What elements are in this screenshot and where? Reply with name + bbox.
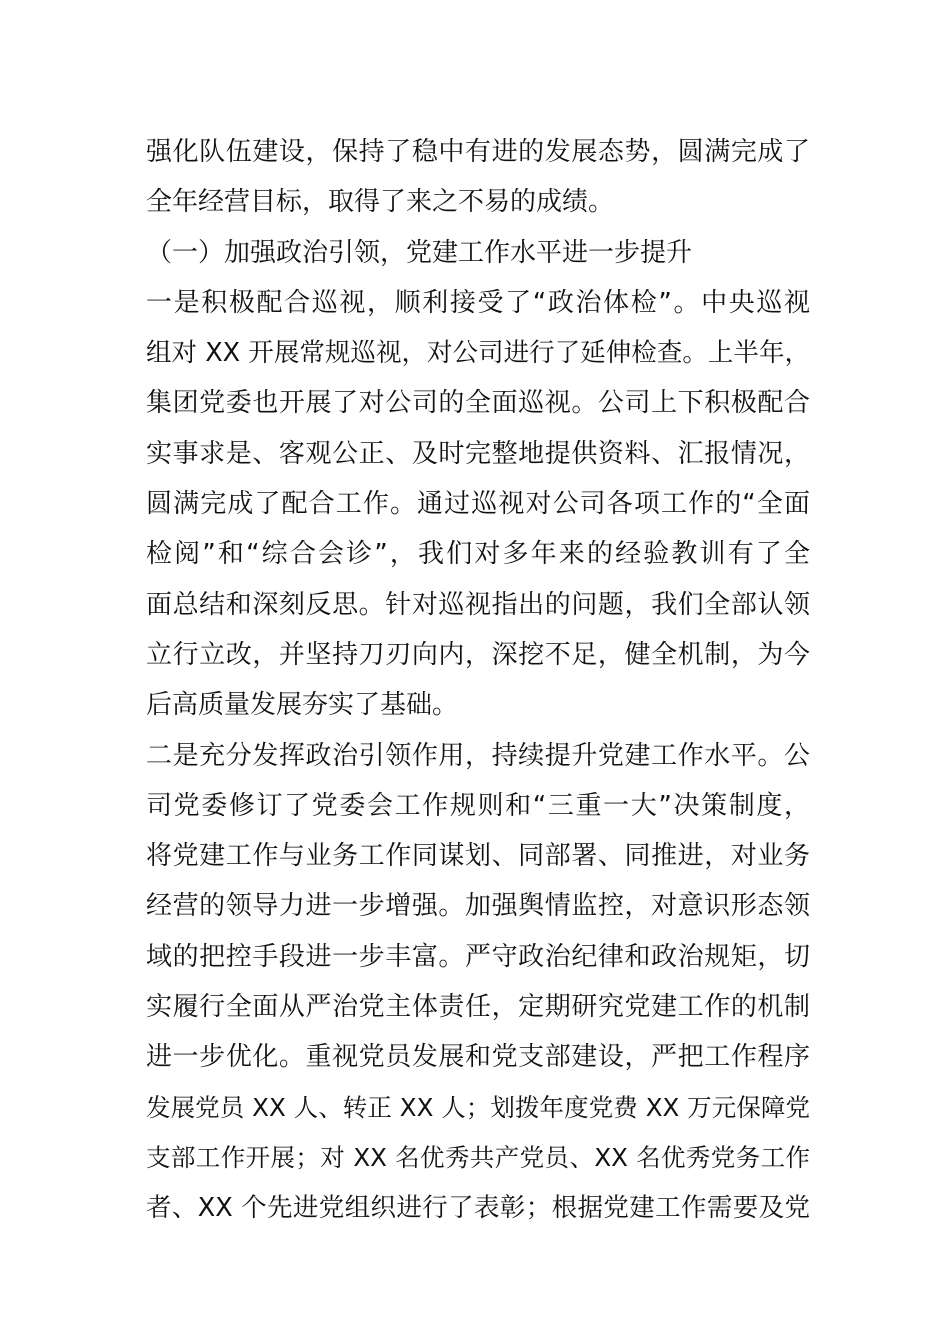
text-line: 强化队伍建设，保持了稳中有进的发展态势，圆满完成了	[146, 137, 810, 167]
text-line: 发展党员 XX 人、转正 XX 人；划拨年度党费 XX 万元保障党	[146, 1092, 810, 1122]
text-line: 后高质量发展夯实了基础。	[146, 690, 459, 721]
text-line: 实事求是、客观公正、及时完整地提供资料、汇报情况，	[146, 438, 810, 469]
text-line: 支部工作开展；对 XX 名优秀共产党员、XX 名优秀党务工作	[146, 1142, 810, 1172]
text-line: 进一步优化。重视党员发展和党支部建设，严把工作程序	[146, 1042, 810, 1073]
section-heading: （一）加强政治引领，党建工作水平进一步提升	[146, 237, 693, 268]
text-line: 者、XX 个先进党组织进行了表彰；根据党建工作需要及党	[146, 1193, 810, 1224]
text-line: 实履行全面从严治党主体责任，定期研究党建工作的机制	[146, 992, 810, 1023]
text-line: 集团党委也开展了对公司的全面巡视。公司上下积极配合	[146, 388, 810, 419]
text-line: 圆满完成了配合工作。通过巡视对公司各项工作的“全面	[146, 489, 810, 520]
text-line: 检阅”和“综合会诊”，我们对多年来的经验教训有了全	[146, 539, 810, 570]
text-line: 全年经营目标，取得了来之不易的成绩。	[146, 187, 615, 218]
document-body	[146, 127, 810, 1234]
text-line: 一是积极配合巡视，顺利接受了“政治体检”。中央巡视	[146, 287, 810, 318]
text-line: 立行立改，并坚持刀刃向内，深挖不足，健全机制，为今	[146, 639, 810, 670]
text-line: 组对 XX 开展常规巡视，对公司进行了延伸检查。上半年，	[146, 338, 810, 369]
text-line: 经营的领导力进一步增强。加强舆情监控，对意识形态领	[146, 891, 810, 922]
text-line: 将党建工作与业务工作同谋划、同部署、同推进，对业务	[146, 841, 810, 872]
text-line: 域的把控手段进一步丰富。严守政治纪律和政治规矩，切	[146, 941, 810, 972]
text-line: 二是充分发挥政治引领作用，持续提升党建工作水平。公	[146, 740, 810, 771]
text-line: 司党委修订了党委会工作规则和“三重一大”决策制度，	[146, 790, 810, 821]
text-line: 面总结和深刻反思。针对巡视指出的问题，我们全部认领	[146, 589, 810, 620]
